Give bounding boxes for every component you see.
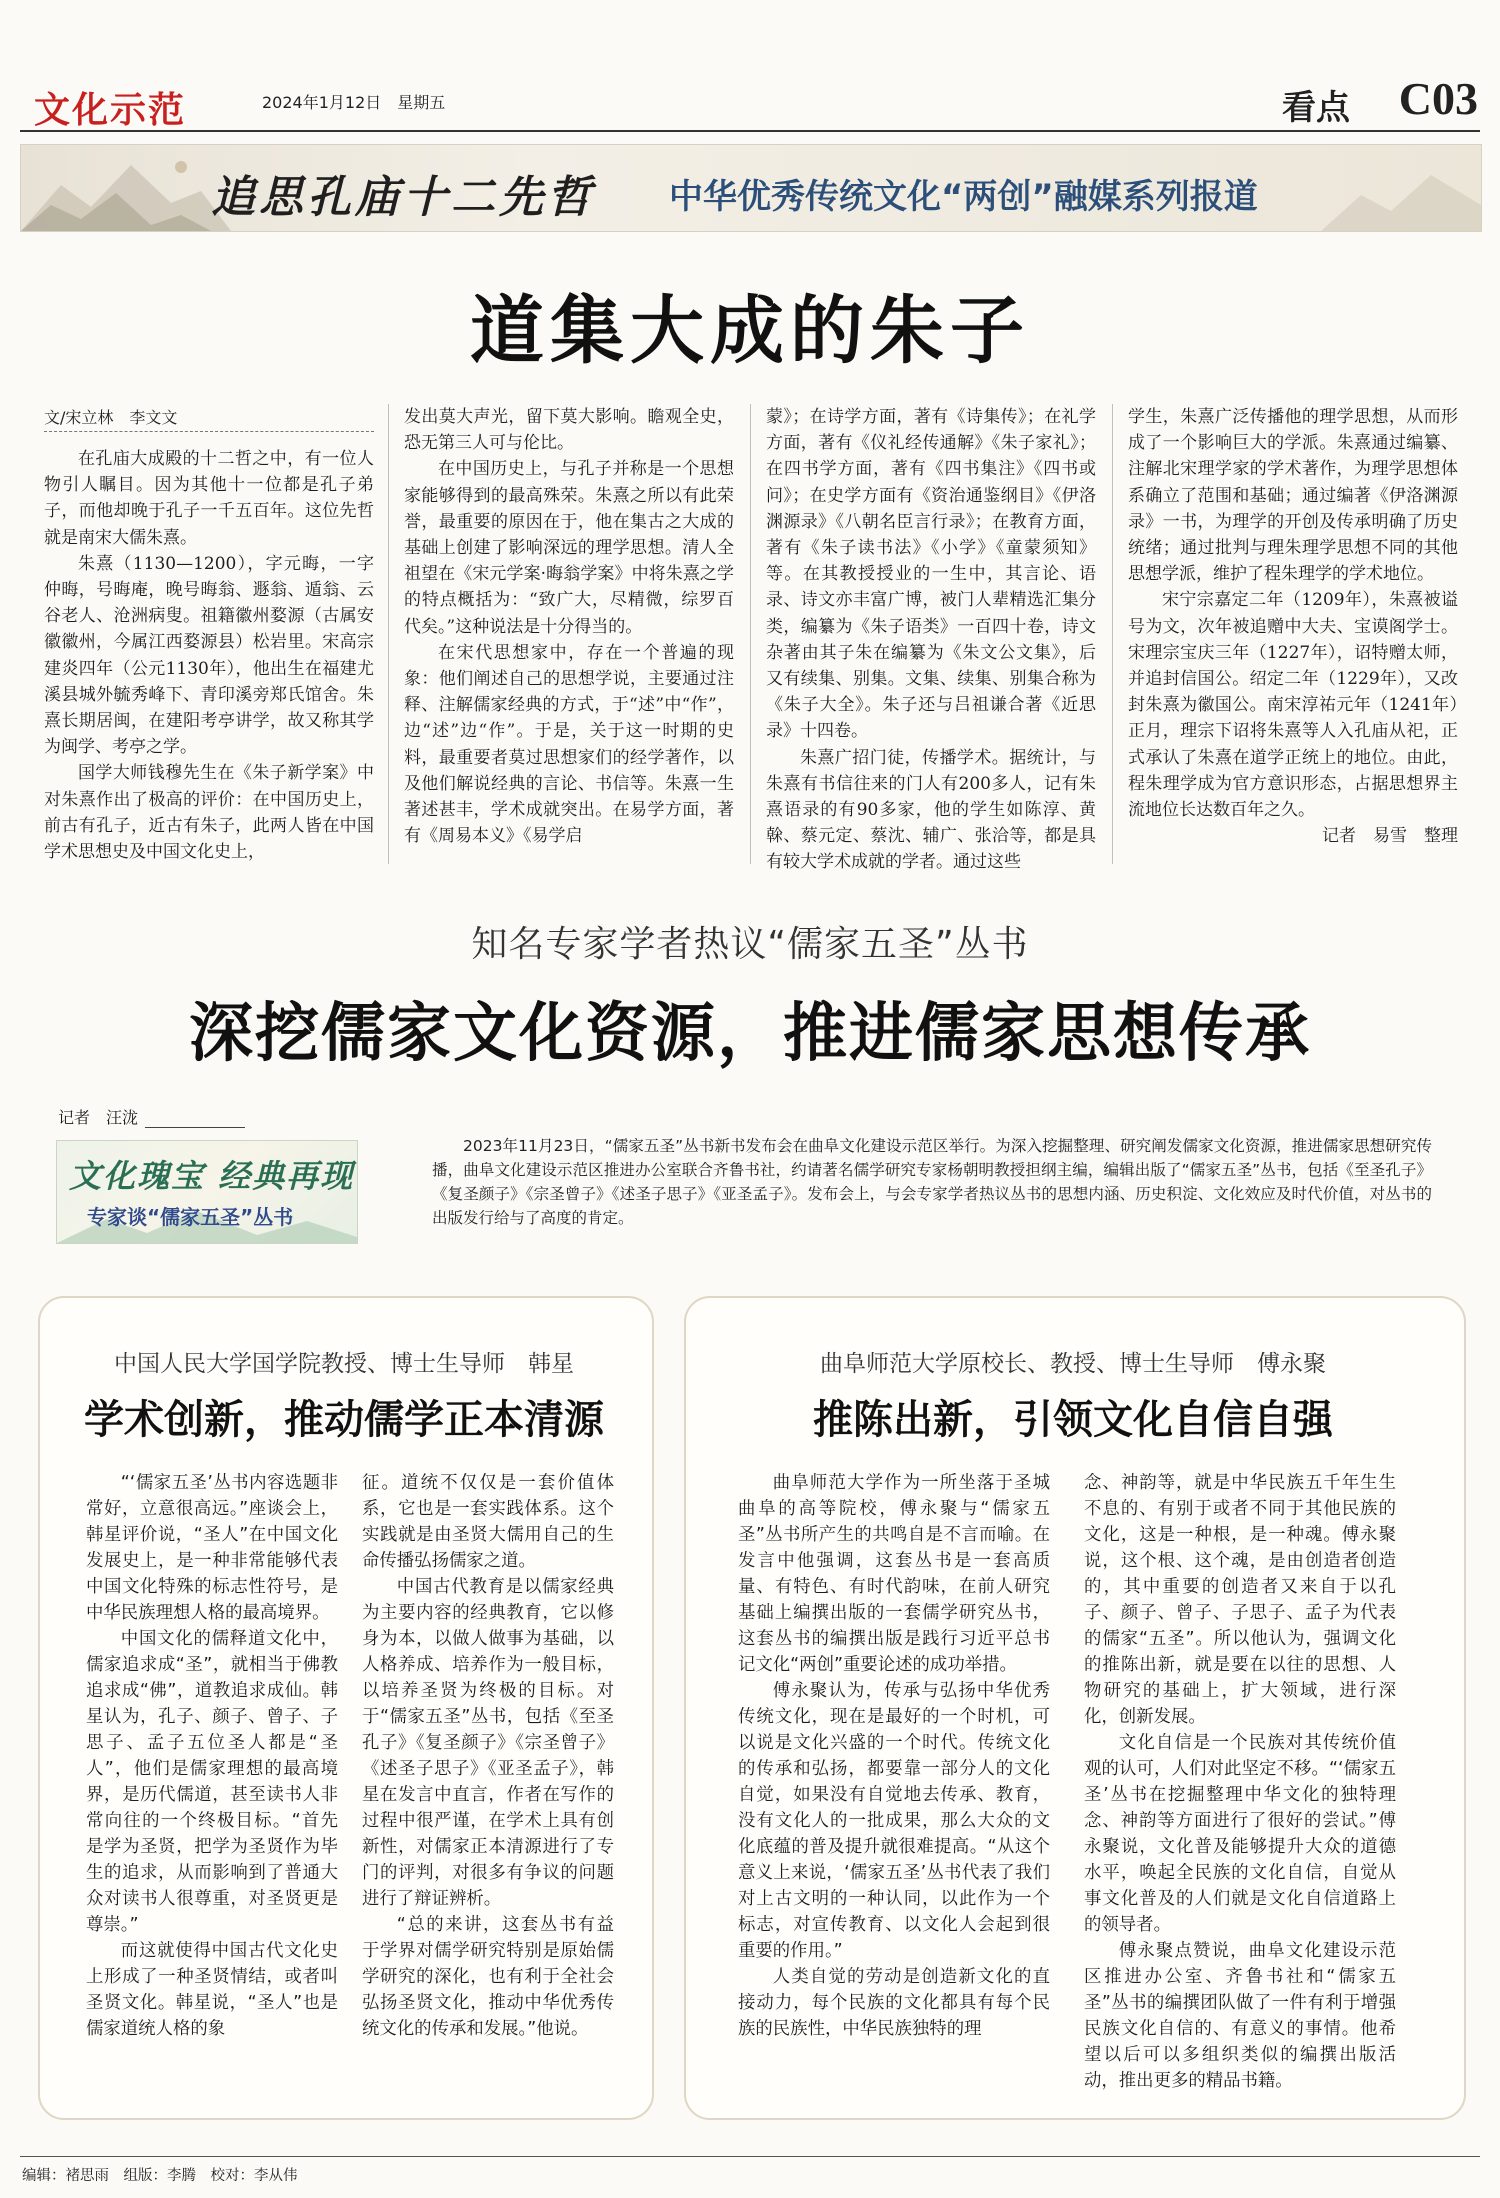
paragraph: 在宋代思想家中，存在一个普遍的现象：他们阐述自己的思想学说，主要通过注释、注解儒家经典的方式，于“述”中“作”，边“述”边“作”。于是，关于这一时期的史料，最重要者莫过思想家们的经学著作，以及他们解说经典的言论、书信等。朱熹一生著述甚丰，学术成就突出。在易学方面，著有《周易本义》《易学启	[404, 642, 734, 847]
article1-sign: 记者 易雪 整理	[1322, 826, 1458, 847]
article1-column-1	[44, 446, 374, 865]
paragraph: 在孔庙大成殿的十二哲之中，有一位人物引人瞩目。因为其他十一位都是孔子弟子，而他却晚于孔子一千五百年。这位先哲就是南宋大儒朱熹。	[44, 449, 374, 548]
article2-intro	[432, 1134, 1432, 1230]
paragraph: 曲阜师范大学作为一所坐落于圣城曲阜的高等院校，傅永聚与“儒家五圣”丛书所产生的共鸣自是不言而喻。在发言中他强调，这套丛书是一套高质量、有特色、有时代韵味，在前人研究基础上编撰出版的一套儒学研究丛书，这套丛书的编撰出版是践行习近平总书记文化“两创”重要论述的成功举措。	[738, 1473, 1050, 1675]
header-rule	[20, 130, 1480, 132]
article1-title: 道集大成的朱子	[470, 288, 1030, 374]
paragraph: 学生，朱熹广泛传播他的理学思想，从而形成了一个影响巨大的学派。朱熹通过编纂、注解北宋理学家的学术著作，为理学思想体系确立了范围和基础；通过编著《伊洛渊源录》一书，为理学的开创及传承明确了历史统绪；通过批判与理朱理学思想不同的其他思想学派，维护了程朱理学的学术地位。	[1128, 407, 1458, 585]
paragraph: 傅永聚点赞说，曲阜文化建设示范区推进办公室、齐鲁书社和“儒家五圣”丛书的编撰团队做了一件有利于增强民族文化自信的、有意义的事情。他希望以后可以多组织类似的编撰出版活动，推出更多的精品书籍。	[1084, 1941, 1396, 2091]
badge-subtitle: 专家谈“儒家五圣”丛书	[87, 1205, 294, 1229]
article1-column-3	[766, 404, 1096, 876]
column-divider	[750, 404, 751, 864]
paragraph: 宋宁宗嘉定二年（1209年），朱熹被谥号为文，次年被追赠中大夫、宝谟阁学士。宋理宗宝庆三年（1227年），诏特赠太师，并追封信国公。绍定二年（1229年），又改封朱熹为徽国公。南宋淳祐元年（1241年）正月，理宗下诏将朱熹等人入孔庙从祀，正式承认了朱熹在道学正统上的地位。由此，程朱理学成为官方意识形态，占据思想界主流地位长达数百年之久。	[1128, 590, 1458, 821]
paragraph: 傅永聚认为，传承与弘扬中华优秀传统文化，现在是最好的一个时机，可以说是文化兴盛的一个时代。传统文化的传承和弘扬，都要靠一部分人的文化自觉，如果没有自觉地去传承、教育，没有文化人的一批成果，那么大众的文化底蕴的普及提升就很难提高。“从这个意义上来说，‘儒家五圣’丛书代表了我们对上古文明的一种认同，以此作为一个标志，对宣传教育、以文化人会起到很重要的作用。”	[738, 1681, 1050, 1961]
box-right-title: 推陈出新，引领文化自信自强	[813, 1396, 1333, 1443]
column-divider	[388, 404, 389, 864]
paragraph: 在中国历史上，与孔子并称是一个思想家能够得到的最高殊荣。朱熹之所以有此荣誉，最重要的原因在于，他在集古之大成的基础上创建了影响深远的理学思想。清人全祖望在《宋元学案·晦翁学案》中将朱熹之学的特点概括为：“致广大，尽精微，综罗百代矣。”这种说法是十分得当的。	[404, 459, 734, 637]
article1-byline: 文/宋立林 李文文	[44, 408, 178, 427]
paragraph: 人类自觉的劳动是创造新文化的直接动力，每个民族的文化都具有每个民族的民族性，中华民族独特的理	[738, 1967, 1050, 2039]
paragraph: 而这就使得中国古代文化史上形成了一种圣贤情结，或者叫圣贤文化。韩星说，“圣人”也是儒家道统人格的象	[86, 1941, 338, 2039]
paper-logo: 文化示范	[34, 90, 187, 131]
box-right-column-1	[738, 1470, 1050, 2042]
box-right-caption: 曲阜师范大学原校长、教授、博士生导师 傅永聚	[820, 1351, 1326, 1377]
paragraph: 征。道统不仅仅是一套价值体系，它也是一套实践体系。这个实践就是由圣贤大儒用自己的生命传播弘扬儒家之道。	[362, 1473, 614, 1571]
byline-rule	[44, 431, 374, 432]
paragraph: 蒙》；在诗学方面，著有《诗集传》；在礼学方面，著有《仪礼经传通解》《朱子家礼》；在四书学方面，著有《四书集注》《四书或问》；在史学方面有《资治通鉴纲目》《伊洛渊源录》《八朝名臣言行录》；在教育方面，著有《朱子读书法》《小学》《童蒙须知》等。在其教授授业的一生中，其言论、语录、诗文亦丰富广博，被门人辈精选汇集分类，编纂为《朱子语类》一百四十卷，诗文杂著由其子朱在编纂为《朱文公文集》，后又有续集、别集。文集、续集、别集合称为《朱子大全》。朱子还与吕祖谦合著《近思录》十四卷。	[766, 407, 1096, 742]
column-divider	[1112, 404, 1113, 864]
footer-rule	[20, 2156, 1480, 2157]
paragraph: 文化自信是一个民族对其传统价值观的认可，人们对此坚定不移。“‘儒家五圣’丛书在挖掘整理中华文化的独特理念、神韵等方面进行了很好的尝试。”傅永聚说，文化普及能够提升大众的道德水平，唤起全民族的文化自信，自觉从事文化普及的人们就是文化自信道路上的领导者。	[1084, 1733, 1396, 1935]
paragraph: “总的来讲，这套丛书有益于学界对儒学研究特别是原始儒学研究的深化，也有利于全社会弘扬圣贤文化，推动中华优秀传统文化的传承和发展。”他说。	[362, 1915, 614, 2039]
intro-paragraph: 2023年11月23日，“儒家五圣”丛书新书发布会在曲阜文化建设示范区举行。为深入挖掘整理、研究阐发儒家文化资源，推进儒家思想研究传播，曲阜文化建设示范区推进办公室联合齐鲁书社，约请著名儒学研究专家杨朝明教授担纲主编，编辑出版了“儒家五圣”丛书，包括《至圣孔子》《复圣颜子》《宗圣曾子》《述圣子思子》《亚圣孟子》。发布会上，与会专家学者热议丛书的思想内涵、历史积淀、文化效应及时代价值，对丛书的出版发行给与了高度的肯定。	[432, 1137, 1432, 1227]
paragraph: 国学大师钱穆先生在《朱子新学案》中对朱熹作出了极高的评价：在中国历史上，前古有孔子，近古有朱子，此两人皆在中国学术思想史及中国文化史上，	[44, 763, 374, 863]
series-banner	[20, 144, 1482, 232]
issue-date: 2024年1月12日 星期五	[262, 93, 446, 112]
paragraph: 朱熹（1130—1200），字元晦，一字仲晦，号晦庵，晚号晦翁、遯翁、遁翁、云谷老人、沧洲病叟。祖籍徽州婺源（古属安徽徽州，今属江西婺源县）松岩里。宋高宗建炎四年（公元1130年），他出生在福建尤溪县城外毓秀峰下、青印溪旁郑氏馆舍。朱熹长期居闽，在建阳考亭讲学，故又称其学为闽学、考亭之学。	[44, 553, 374, 758]
footer-credits: 编辑：褚思雨 组版：李腾 校对：李从伟	[22, 2168, 298, 2184]
box-left-column-2	[362, 1470, 614, 2042]
article1-column-2	[404, 404, 734, 849]
paragraph: 朱熹广招门徒，传播学术。据统计，与朱熹有书信往来的门人有200多人，记有朱熹语录的有90多家，他的学生如陈淳、黄榦、蔡元定、蔡沈、辅广、张洽等，都是具有较大学术成就的学者。通过这些	[766, 747, 1096, 873]
box-left-title: 学术创新，推动儒学正本清源	[84, 1396, 604, 1443]
paragraph: 发出莫大声光，留下莫大影响。瞻观全史，恐无第三人可与伦比。	[404, 407, 734, 454]
paragraph: “‘儒家五圣’丛书内容选题非常好，立意很高远。”座谈会上，韩星评价说，“圣人”在中国文化发展史上，是一种非常能够代表中国文化特殊的标志性符号，是中华民族理想人格的最高境界。	[86, 1473, 338, 1623]
badge-title: 文化瑰宝 经典再现	[69, 1157, 355, 1195]
article2-subtitle: 知名专家学者热议“儒家五圣”丛书	[471, 924, 1029, 965]
section-name: 看点	[1282, 88, 1350, 128]
box-right-column-2	[1084, 1470, 1396, 2094]
box-left-column-1	[86, 1470, 338, 2042]
banner-series: 中华优秀传统文化“两创”融媒系列报道	[669, 177, 1258, 217]
article2-title: 深挖儒家文化资源，推进儒家思想传承	[189, 996, 1311, 1071]
paragraph: 中国文化的儒释道文化中，儒家追求成“圣”，就相当于佛教追求成“佛”，道教追求成仙。韩星认为，孔子、颜子、曾子、子思子、孟子五位圣人都是“圣人”，他们是儒家理想的最高境界，是历代儒道，甚至读书人非常向往的一个终极目标。“首先是学为圣贤，把学为圣贤作为毕生的追求，从而影响到了普通大众对读书人很尊重，对圣贤更是尊崇。”	[86, 1629, 338, 1935]
article1-column-4	[1128, 404, 1458, 849]
column-badge	[56, 1140, 358, 1244]
banner-title: 追思孔庙十二先哲	[211, 172, 595, 223]
paragraph: 念、神韵等，就是中华民族五千年生生不息的、有别于或者不同于其他民族的文化，这是一种根，是一种魂。傅永聚说，这个根、这个魂，是由创造者创造的，其中重要的创造者又来自于以孔子、颜子、曾子、子思子、孟子为代表的儒家“五圣”。所以他认为，强调文化的推陈出新，就是要在以往的思想、人物研究的基础上，扩大领域，进行深化，创新发展。	[1084, 1473, 1396, 1727]
reporter-rule	[145, 1127, 245, 1128]
box-left-caption: 中国人民大学国学院教授、博士生导师 韩星	[114, 1351, 574, 1377]
paragraph: 中国古代教育是以儒家经典为主要内容的经典教育，它以修身为本，以做人做事为基础，以人格养成、培养作为一般目标，以培养圣贤为终极的目标。对于“儒家五圣”丛书，包括《至圣孔子》《复圣颜子》《宗圣曾子》《述圣子思子》《亚圣孟子》，韩星在发言中直言，作者在写作的过程中很严谨，在学术上具有创新性，对儒家正本清源进行了专门的评判，对很多有争议的问题进行了辩证辨析。	[362, 1577, 614, 1909]
article2-reporter: 记者 汪泷	[58, 1108, 139, 1127]
page-number: C03	[1398, 73, 1478, 124]
